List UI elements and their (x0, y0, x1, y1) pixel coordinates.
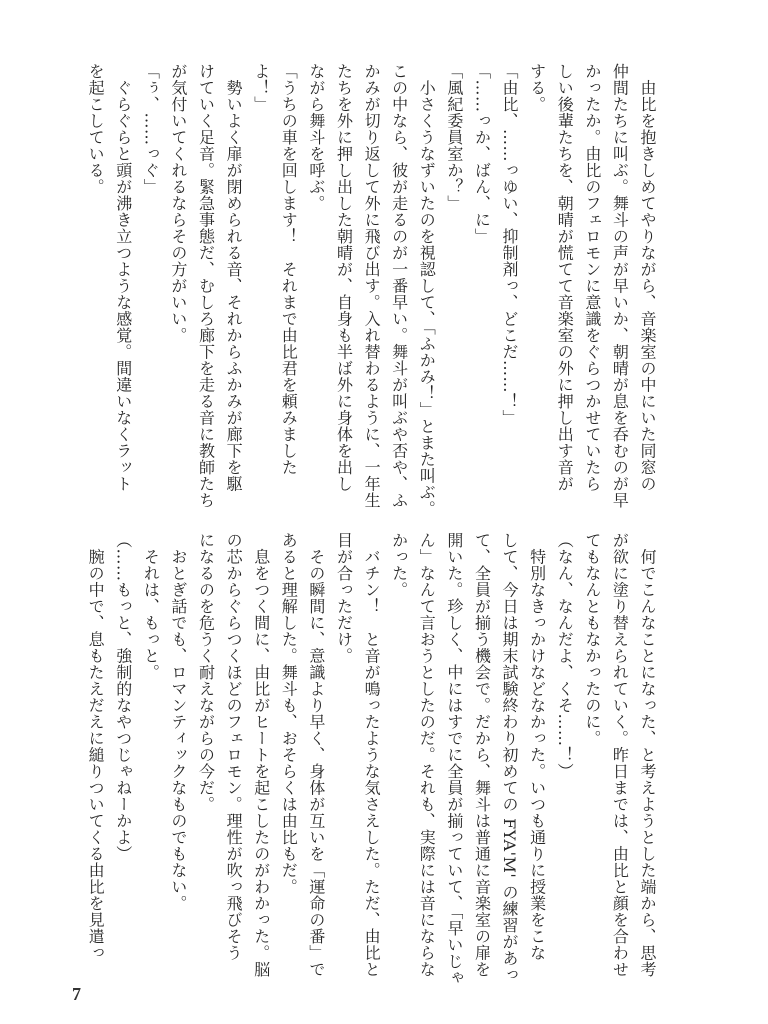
text-column: 「由比、……っゆい、抑制剤っ、どこだ……！」 (500, 63, 520, 426)
text-column: ん」なんて言おうとしたのだ。それも、実際には音にならな (417, 532, 437, 978)
text-column: しい後輩たちを、朝晴が慌てて音楽室の外に押し出す音が (555, 63, 575, 492)
text-column: その瞬間に、意識より早く、身体が互いを「運命の番」で (306, 532, 326, 978)
text-column: 「うちの車を回します！ それまで由比君を頼みました (279, 63, 299, 476)
text-column: ぐらぐらと頭が沸き立つような感覚。間違いなくラット (113, 63, 133, 492)
text-column: を起こしている。 (86, 63, 106, 195)
text-column: かったか。由比のフェロモンに意識をぐらつかせていたら (582, 63, 602, 492)
text-column: けていく足音。緊急事態だ、むしろ廊下を走る音に教師たち (196, 63, 216, 509)
text-column: 腕の中で、息もたえだえに縋りついてくる由比を見遣っ (86, 532, 106, 961)
page-number: 7 (72, 984, 81, 1004)
text-column: する。 (527, 63, 547, 113)
text-column: 目が合っただけ。 (334, 532, 354, 664)
text-column: かみが切り返して外に飛び出す。入れ替わるように、一年生 (362, 63, 382, 509)
text-column: 「風紀委員室か？」 (444, 63, 464, 212)
text-column: 「……っか、ばん、に」 (472, 63, 492, 245)
text-column: この中なら、彼が走るのが一番早い。舞斗が叫ぶや否や、ふ (389, 63, 409, 509)
text-column: かった。 (389, 532, 409, 598)
text-column: 仲間たちに叫ぶ。舞斗の声が早いか、朝晴が息を呑むのが早 (610, 63, 630, 509)
text-column: の芯からぐらつくほどのフェロモン。理性が吹っ飛びそう (224, 532, 244, 961)
text-column: して、今日は期末試験終わり初めての FYA'M' の練習があっ (500, 532, 520, 983)
text-column: バチン！ と音が鳴ったような気さえした。ただ、由比と (362, 532, 382, 978)
text-column: が気付いてくれるならその方がいい。 (168, 63, 188, 344)
text-column: 勢いよく扉が閉められる音、それからふかみが廊下を駆 (224, 63, 244, 492)
text-column: よ！」 (251, 63, 271, 113)
text-column: あると理解した。舞斗も、おそらくは由比もだ。 (279, 532, 299, 895)
text-column: 「ぅ、……っぐ」 (141, 63, 161, 195)
text-column: てもなんともなかったのに。 (582, 532, 602, 747)
text-column: 由比を抱きしめてやりながら、音楽室の中にいた同窓の (638, 63, 657, 492)
text-column: たちを外に押し出した朝晴が、自身も半ば外に身体を出し (334, 63, 354, 492)
text-column: （……もっと、強制的なやつじゃねーかよ） (113, 532, 133, 862)
text-column: 開いた。珍しく、中にはすでに全員が揃っていて、「早いじゃ (444, 532, 464, 986)
bottom-text-block (82, 532, 661, 992)
text-column: が欲に塗り替えられていく。昨日までは、由比と顔を合わせ (610, 532, 630, 978)
text-column: て、全員が揃う機会で。だから、舞斗は普通に音楽室の扉を (472, 532, 492, 978)
text-column: それは、もっと。 (141, 532, 161, 681)
text-column: 特別なきっかけなどなかった。いつも通りに授業をこな (527, 532, 547, 961)
text-column: 小さくうなずいたのを視認して、「ふかみ！」とまた叫ぶ。 (417, 63, 437, 517)
text-column: （なん、なんだよ、くそ……！） (555, 532, 575, 780)
text-column: おとぎ話でも、ロマンティックなものでもない。 (168, 532, 188, 912)
text-column: ながら舞斗を呼ぶ。 (306, 63, 326, 212)
text-column: 息をつく間に、由比がヒートを起こしたのがわかった。脳 (251, 532, 271, 978)
text-column: になるのを危うく耐えながらの今だ。 (196, 532, 216, 813)
top-text-block (82, 63, 661, 523)
text-column: 何でこんなことになった、と考えようとした端から、思考 (638, 532, 657, 978)
